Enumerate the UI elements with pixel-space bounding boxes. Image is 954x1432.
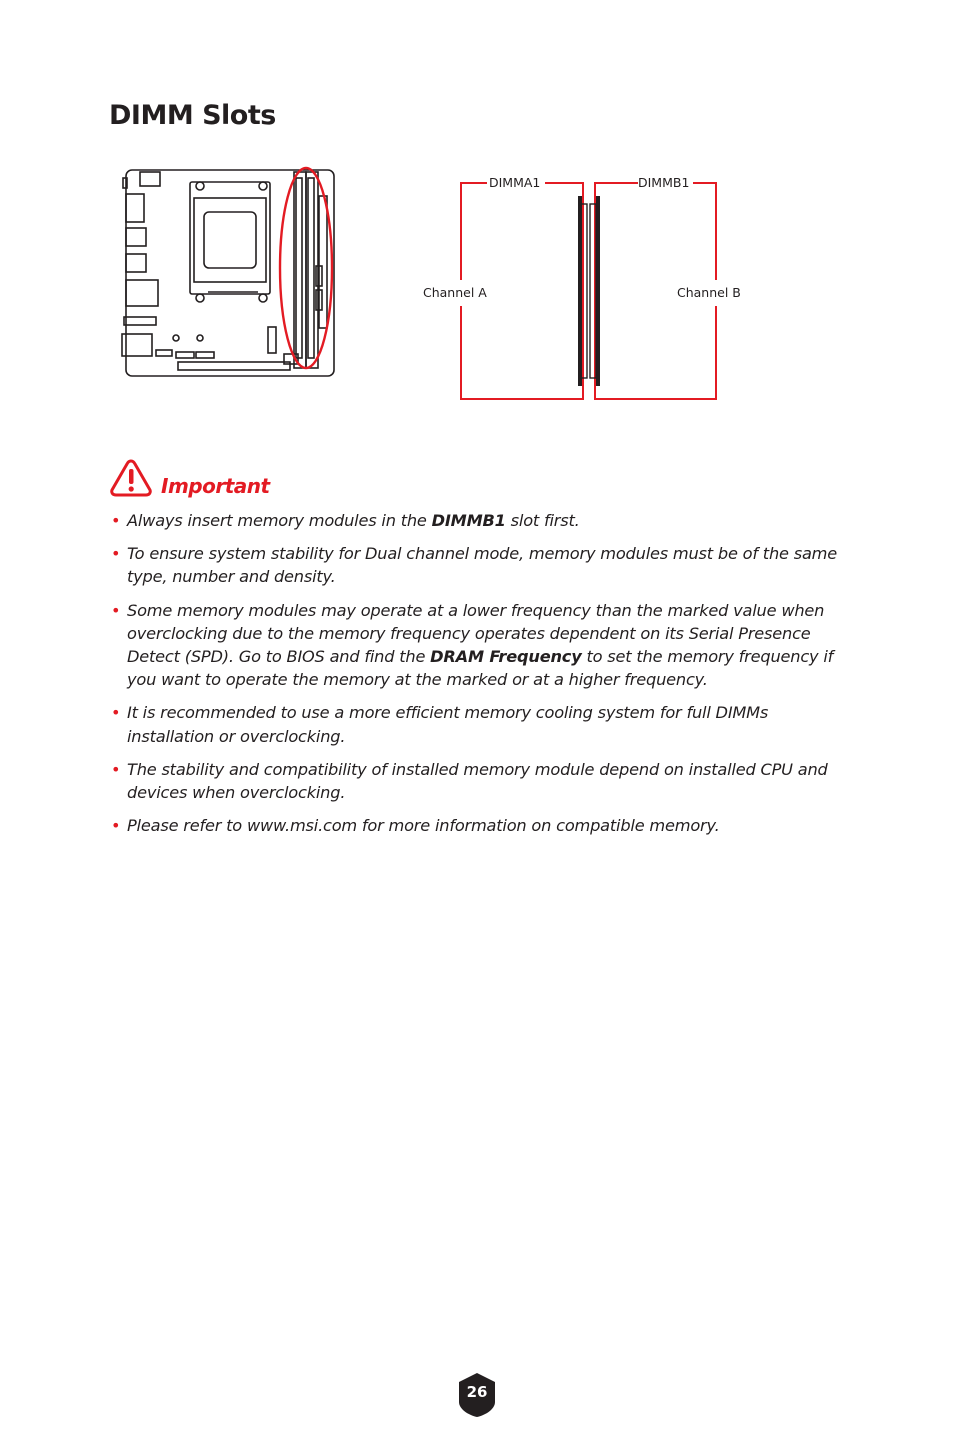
important-label: Important xyxy=(161,474,270,498)
list-item: • Please refer to www.msi.com for more information on compatible memory. xyxy=(111,816,720,836)
exclamation-warning-icon xyxy=(109,458,153,498)
dimmb1-label: DIMMB1 xyxy=(638,175,690,190)
page-number: 26 xyxy=(466,1383,488,1401)
channel-b-label: Channel B xyxy=(677,285,741,300)
dimm-channel-diagram xyxy=(415,170,755,410)
channel-a-label: Channel A xyxy=(423,285,487,300)
important-notes-list xyxy=(109,509,849,847)
page-title: DIMM Slots xyxy=(109,100,276,131)
list-item: • Always insert memory modules in the DIMMB1 slot first. xyxy=(111,511,580,530)
dimma1-label: DIMMA1 xyxy=(489,175,541,190)
motherboard-diagram xyxy=(118,162,340,384)
list-item: • The stability and compatibility of installed memory module depend on installed CPU and devices when overclocking. xyxy=(111,759,828,803)
list-item: • To ensure system stability for Dual channel mode, memory modules must be of the same type, number and density. xyxy=(111,544,838,587)
page-number-badge xyxy=(457,1372,497,1418)
list-item: • It is recommended to use a more efficient memory cooling system for full DIMMs installation or overclocking. xyxy=(111,703,769,746)
list-item: • Some memory modules may operate at a lower frequency than the marked value when overclocking due to the memory frequency operates dependent on its Serial Presence Detect (SPD). Go to BIOS and find the DRAM Frequency to set the memory frequency if you want to operate the memory at the marked or at a higher frequency. xyxy=(111,600,834,690)
